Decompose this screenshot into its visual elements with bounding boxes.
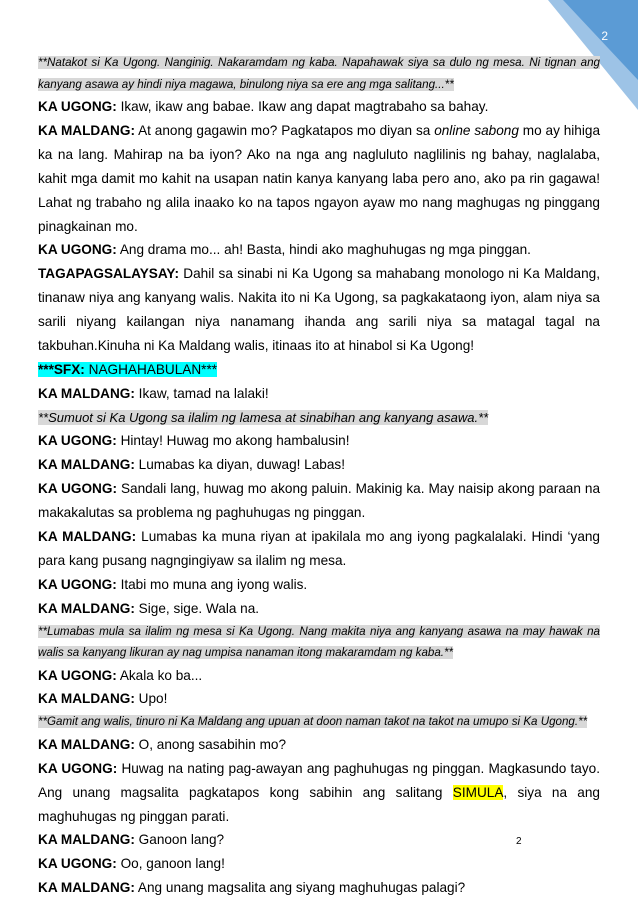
dialogue-line: KA MALDANG: Ikaw, tamad na lalaki!: [38, 385, 269, 401]
dialogue-line: KA UGONG: Itabi mo muna ang iyong walis.: [38, 576, 308, 592]
speaker-label: KA MALDANG:: [38, 457, 135, 473]
speaker-label: KA UGONG:: [38, 99, 117, 114]
dialogue-line: KA MALDANG: Lumabas ka muna riyan at ipakilala mo ang iyong pagkalalaki. Hindi ‘yang para kang pusang nagngingiyaw sa ilalim ng mesa.: [38, 528, 600, 568]
speaker-label: KA MALDANG:: [38, 691, 135, 707]
speaker-label: KA UGONG:: [38, 576, 117, 592]
speaker-label: KA MALDANG:: [38, 736, 135, 752]
page-number-bottom: 2: [516, 836, 522, 847]
speaker-label: KA MALDANG:: [38, 122, 135, 138]
highlighted-word: SIMULA: [452, 784, 504, 800]
dialogue-line: KA MALDANG: Ang unang magsalita ang siyang maghuhugas palagi?: [38, 880, 466, 896]
dialogue-line: KA UGONG: Akala ko ba...: [38, 667, 203, 683]
dialogue-line: KA UGONG: Oo, ganoon lang!: [38, 856, 225, 872]
dialogue-line: KA UGONG: Ikaw, ikaw ang babae. Ikaw ang dapat magtrabaho sa bahay.: [38, 99, 489, 114]
speaker-label: KA UGONG:: [38, 760, 118, 776]
speaker-label: KA UGONG:: [38, 242, 117, 258]
dialogue-line: KA MALDANG: Sige, sige. Wala na.: [38, 600, 260, 616]
narration-line: TAGAPAGSALAYSAY: Dahil sa sinabi ni Ka Ugong sa mahabang monologo ni Ka Maldang, tinanaw niya ang kanyang walis. Nakita ito ni Ka Ugong, sa pagkakataong iyon, alam niya sa sarili niyang kailangan niya nanamang ihanda ang sarili niya sa matagal tagal na takbuhan.Kinuha ni Ka Maldang walis, itinaas ito at hinabol si Ka Ugong!: [38, 266, 600, 354]
speaker-label: KA MALDANG:: [38, 832, 135, 848]
speaker-label: KA MALDANG:: [38, 600, 135, 616]
dialogue-line: KA UGONG: Huwag na nating pag-awayan ang paghuhugas ng pinggan. Magkasundo tayo. Ang unang magsalita pagkatapos kong sabihin ang salitang SIMULA, siya na ang maghuhugas ng pinggan parati.: [38, 760, 600, 824]
speaker-label: KA MALDANG:: [38, 880, 135, 896]
dialogue-line: KA MALDANG: Upo!: [38, 691, 168, 707]
speaker-label: KA UGONG:: [38, 667, 117, 683]
dialogue-line: KA UGONG: Ang drama mo... ah! Basta, hindi ako maghuhugas ng mga pinggan.: [38, 242, 531, 258]
speaker-label: KA MALDANG:: [38, 385, 135, 401]
dialogue-line: KA MALDANG: Lumabas ka diyan, duwag! Labas!: [38, 457, 345, 473]
speaker-label: TAGAPAGSALAYSAY:: [38, 266, 179, 282]
stage-direction: **Lumabas mula sa ilalim ng mesa si Ka Ugong. Nang makita niya ang kanyang asawa na may hawak na walis sa kanyang likuran ay nag umpisa nanaman itong makaramdam ng kaba.**: [38, 624, 600, 660]
stage-direction: **Natakot si Ka Ugong. Nanginig. Nakaramdam ng kaba. Napahawak siya sa dulo ng mesa. Ni tignan ang kanyang asawa ay hindi niya magawa, binulong niya sa ere ang mga salitang...**: [38, 56, 600, 91]
stage-direction: **Sumuot si Ka Ugong sa ilalim ng lamesa at sinabihan ang kanyang asawa.**: [38, 409, 489, 425]
dialogue-line: KA MALDANG: Ganoon lang?: [38, 832, 225, 848]
script-body: [38, 52, 600, 900]
stage-direction: **Gamit ang walis, tinuro ni Ka Maldang ang upuan at doon naman takot na takot na umupo si Ka Ugong.**: [38, 715, 588, 729]
sfx-line: ***SFX: NAGHAHABULAN***: [38, 361, 218, 377]
dialogue-line: KA MALDANG: O, anong sasabihin mo?: [38, 736, 287, 752]
page-number-top: 2: [601, 29, 608, 43]
speaker-label: KA UGONG:: [38, 433, 117, 449]
speaker-label: KA MALDANG:: [38, 528, 137, 544]
dialogue-line: KA MALDANG: At anong gagawin mo? Pagkatapos mo diyan sa online sabong mo ay hihiga ka na lang. Mahirap na ba iyon? Ako na nga ang nagluluto naglilinis ng bahay, naglalaba, kahit mga damit mo kahit na usapan natin kanya kanyang laba pero ano, ako pa rin gagawa! Lahat ng trabaho ng alila inaako ko na tapos ngayon ayaw mo nang maghugas ng pinggang pinagkainan mo.: [38, 122, 601, 234]
dialogue-line: KA UGONG: Sandali lang, huwag mo akong paluin. Makinig ka. May naisip akong paraan na makakalutas sa problema ng paghuhugas ng pinggan.: [38, 481, 600, 520]
speaker-label: KA UGONG:: [38, 481, 117, 497]
dialogue-line: KA UGONG: Hintay! Huwag mo akong hambalusin!: [38, 433, 350, 449]
speaker-label: KA UGONG:: [38, 856, 117, 872]
